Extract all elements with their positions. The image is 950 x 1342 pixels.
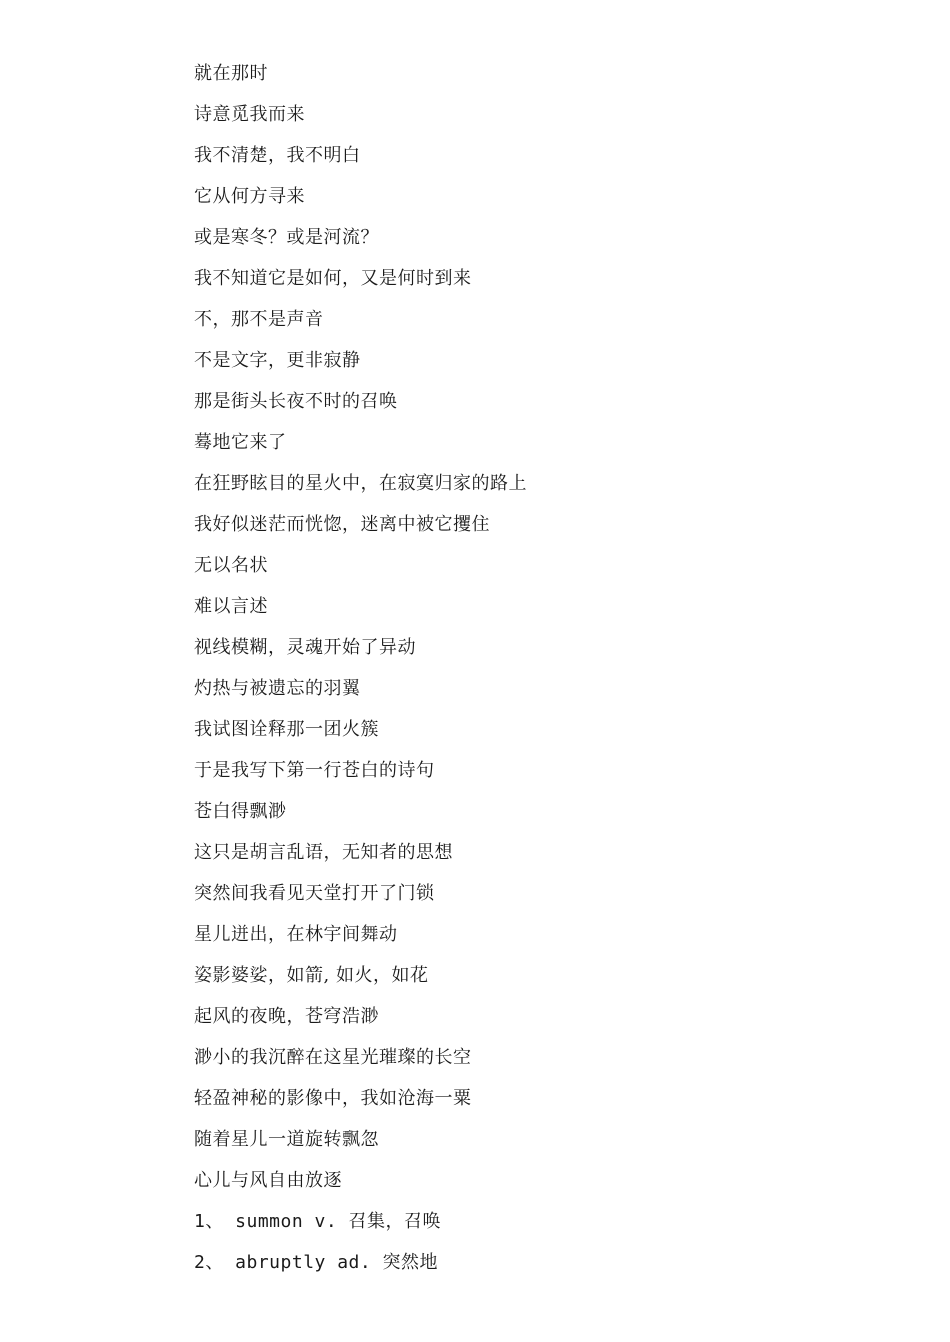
poem-line: 随着星儿一道旋转飘忽 — [194, 1129, 379, 1150]
poem-line: 它从何方寻来 — [194, 186, 305, 207]
poem-line: 在狂野眩目的星火中，在寂寞归家的路上 — [194, 473, 527, 494]
poem-text — [194, 61, 527, 1291]
poem-line: 我试图诠释那一团火簇 — [194, 719, 379, 740]
poem-line: 蓦地它来了 — [194, 432, 287, 453]
poem-line: 渺小的我沉醉在这星光璀璨的长空 — [194, 1047, 472, 1068]
poem-line: 突然间我看见天堂打开了门锁 — [194, 883, 435, 904]
poem-line: 轻盈神秘的影像中，我如沧海一粟 — [194, 1088, 472, 1109]
poem-line: 心儿与风自由放逐 — [194, 1170, 342, 1191]
poem-line: 这只是胡言乱语，无知者的思想 — [194, 842, 453, 863]
poem-line: 起风的夜晚，苍穹浩渺 — [194, 1006, 379, 1027]
poem-line: 苍白得飘渺 — [194, 801, 287, 822]
poem-line: 无以名状 — [194, 555, 268, 576]
poem-line: 难以言述 — [194, 596, 268, 617]
poem-line: 诗意觅我而来 — [194, 104, 305, 125]
poem-line: 或是寒冬？或是河流？ — [194, 227, 379, 248]
poem-line: 就在那时 — [194, 63, 268, 84]
poem-line: 那是街头长夜不时的召唤 — [194, 391, 398, 412]
vocab-item: 1、 summon v. 召集，召唤 — [194, 1211, 442, 1232]
poem-line: 我不知道它是如何，又是何时到来 — [194, 268, 472, 289]
poem-line: 灼热与被遗忘的羽翼 — [194, 678, 361, 699]
poem-line: 视线模糊，灵魂开始了异动 — [194, 637, 416, 658]
poem-line: 姿影婆娑，如箭, 如火，如花 — [194, 965, 429, 986]
poem-line: 我不清楚，我不明白 — [194, 145, 361, 166]
poem-line: 我好似迷茫而恍惚，迷离中被它攫住 — [194, 514, 490, 535]
poem-line: 不，那不是声音 — [194, 309, 324, 330]
poem-line: 星儿迸出，在林宇间舞动 — [194, 924, 398, 945]
vocab-item: 2、 abruptly ad. 突然地 — [194, 1252, 439, 1273]
poem-line: 于是我写下第一行苍白的诗句 — [194, 760, 435, 781]
poem-line: 不是文字，更非寂静 — [194, 350, 361, 371]
